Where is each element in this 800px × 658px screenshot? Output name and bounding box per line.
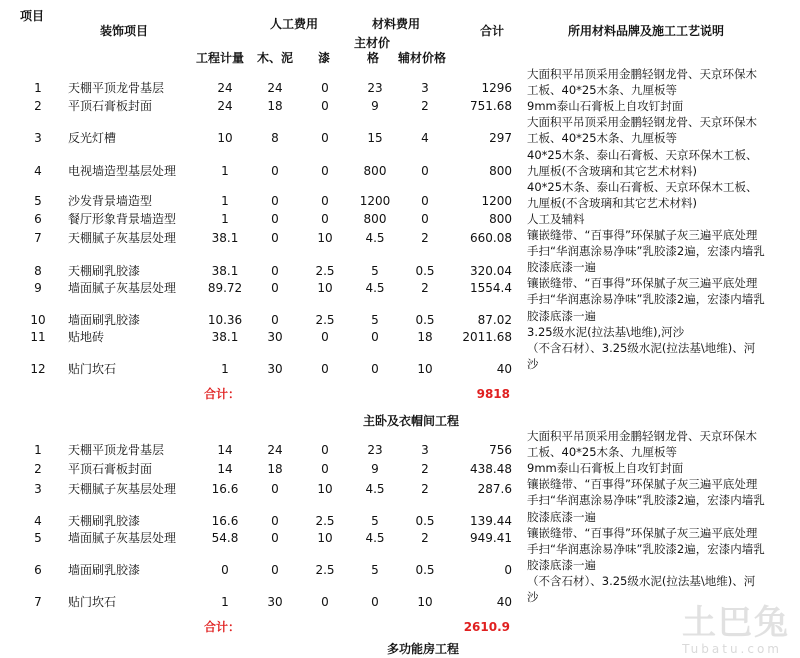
section1-note-line: 工板、40*25木条、九厘板等 <box>527 83 678 98</box>
section2-cell-paint: 10 <box>317 531 333 545</box>
section1-cell-qty: 24 <box>217 99 233 113</box>
header-qty: 工程计量 <box>196 51 245 65</box>
section2-cell-total: 139.44 <box>470 514 512 528</box>
section1-cell-no: 4 <box>34 164 42 178</box>
section1-cell-name: 贴地砖 <box>68 330 105 344</box>
section1-cell-main: 800 <box>363 212 387 226</box>
section1-cell-name: 平顶石膏板封面 <box>68 99 153 113</box>
section1-cell-no: 8 <box>34 264 42 278</box>
section2-cell-aux: 2 <box>421 531 429 545</box>
section1-cell-paint: 2.5 <box>315 264 335 278</box>
section2-cell-qty: 0 <box>221 563 229 577</box>
header-paint: 漆 <box>318 51 331 65</box>
section1-cell-name: 天棚平顶龙骨基层 <box>68 81 165 95</box>
section1-note-line: （不含石材）、3.25级水泥(拉法基\地维)、河 <box>527 340 756 355</box>
header-desc: 所用材料品牌及施工工艺说明 <box>568 24 725 38</box>
section2-cell-qty: 16.6 <box>211 514 239 528</box>
section1-cell-qty: 10 <box>217 131 233 145</box>
section2-cell-qty: 54.8 <box>211 531 239 545</box>
section1-cell-total: 800 <box>489 212 512 226</box>
section1-cell-main: 800 <box>363 164 387 178</box>
section2-total-value: 2610.9 <box>463 620 510 634</box>
section2-cell-wood: 18 <box>267 462 283 476</box>
section1-cell-wood: 0 <box>271 313 279 327</box>
section1-cell-paint: 0 <box>321 212 329 226</box>
section2-cell-aux: 2 <box>421 482 429 496</box>
header-material: 材料费用 <box>372 17 421 31</box>
section1-cell-wood: 8 <box>271 131 279 145</box>
section1-note-line: 九厘板(不含玻璃和其它艺术材料) <box>527 163 697 178</box>
section2-note-line: 胶漆底漆一遍 <box>527 509 596 524</box>
section1-cell-total: 87.02 <box>477 313 512 327</box>
section2-cell-name: 墙面腻子灰基层处理 <box>68 531 177 545</box>
section1-cell-paint: 0 <box>321 362 329 376</box>
section1-cell-name: 餐厅形象背景墙造型 <box>68 212 177 226</box>
section1-cell-name: 天棚刷乳胶漆 <box>68 264 141 278</box>
section1-cell-aux: 3 <box>421 81 429 95</box>
section1-cell-no: 3 <box>34 131 42 145</box>
section1-cell-total: 40 <box>496 362 512 376</box>
section2-cell-wood: 0 <box>271 563 279 577</box>
header-labor: 人工费用 <box>270 17 319 31</box>
section3-title: 多功能房工程 <box>387 642 460 656</box>
section2-total-label: 合计： <box>204 620 241 634</box>
header-wood-mud: 木、泥 <box>257 51 294 65</box>
section1-cell-paint: 10 <box>317 231 333 245</box>
section1-cell-aux: 18 <box>417 330 433 344</box>
section2-cell-main: 9 <box>371 462 379 476</box>
section1-cell-name: 天棚腻子灰基层处理 <box>68 231 177 245</box>
section1-cell-no: 12 <box>30 362 46 376</box>
section1-cell-name: 沙发背景墙造型 <box>68 194 153 208</box>
section2-cell-total: 40 <box>496 595 512 609</box>
section1-cell-qty: 1 <box>221 194 229 208</box>
header-item: 装饰项目 <box>100 24 149 38</box>
section1-cell-aux: 0 <box>421 212 429 226</box>
header-aux-mat: 辅材价格 <box>398 51 447 65</box>
section2-cell-total: 756 <box>489 443 512 457</box>
section2-cell-qty: 14 <box>217 443 233 457</box>
section1-cell-name: 墙面刷乳胶漆 <box>68 313 141 327</box>
section2-cell-main: 5 <box>371 563 379 577</box>
section1-note-line: 沙 <box>527 356 539 371</box>
section1-note-line: 9mm泰山石膏板上自攻钉封面 <box>527 99 684 114</box>
section1-cell-no: 7 <box>34 231 42 245</box>
section1-note-line: 40*25木条、泰山石膏板、天京环保木工板、 <box>527 147 758 162</box>
section1-cell-paint: 0 <box>321 81 329 95</box>
watermark-url: Tubatu.com <box>682 642 782 656</box>
section1-cell-paint: 0 <box>321 99 329 113</box>
section2-cell-qty: 14 <box>217 462 233 476</box>
section1-cell-name: 贴门坎石 <box>68 362 117 376</box>
section1-cell-qty: 1 <box>221 212 229 226</box>
section1-cell-main: 23 <box>367 81 383 95</box>
section2-cell-no: 7 <box>34 595 42 609</box>
section2-cell-paint: 2.5 <box>315 563 335 577</box>
section2-cell-total: 287.6 <box>477 482 512 496</box>
section1-cell-aux: 2 <box>421 99 429 113</box>
section1-cell-main: 9 <box>371 99 379 113</box>
section1-cell-name: 电视墙造型基层处理 <box>68 164 177 178</box>
section2-cell-no: 6 <box>34 563 42 577</box>
section2-note-line: 9mm泰山石膏板上自攻钉封面 <box>527 461 684 476</box>
section1-cell-qty: 24 <box>217 81 233 95</box>
section1-cell-main: 4.5 <box>365 281 385 295</box>
section1-note-line: 3.25级水泥(拉法基\地维),河沙 <box>527 324 685 339</box>
section2-note-line: 胶漆底漆一遍 <box>527 557 596 572</box>
section1-cell-main: 4.5 <box>365 231 385 245</box>
section2-note-line: 手扫“华润惠涂易净味”乳胶漆2遍，宏漆内墙乳 <box>527 541 765 556</box>
section1-cell-main: 15 <box>367 131 383 145</box>
section2-cell-name: 墙面刷乳胶漆 <box>68 563 141 577</box>
section1-cell-wood: 0 <box>271 264 279 278</box>
section2-cell-wood: 0 <box>271 482 279 496</box>
section1-cell-no: 6 <box>34 212 42 226</box>
section1-cell-aux: 0 <box>421 164 429 178</box>
section2-cell-main: 4.5 <box>365 482 385 496</box>
section1-note-line: 手扫“华润惠涂易净味”乳胶漆2遍，宏漆内墙乳 <box>527 292 765 307</box>
section1-cell-main: 1200 <box>359 194 391 208</box>
section1-cell-wood: 30 <box>267 362 283 376</box>
section1-cell-name: 墙面腻子灰基层处理 <box>68 281 177 295</box>
section1-cell-aux: 0 <box>421 194 429 208</box>
section1-cell-qty: 38.1 <box>211 231 239 245</box>
section2-cell-wood: 0 <box>271 531 279 545</box>
section1-cell-wood: 0 <box>271 194 279 208</box>
section2-cell-paint: 0 <box>321 462 329 476</box>
section2-cell-total: 949.41 <box>470 531 512 545</box>
header-item-no: 项目 <box>20 9 45 23</box>
section1-cell-wood: 30 <box>267 330 283 344</box>
section2-cell-paint: 0 <box>321 443 329 457</box>
section1-cell-main: 5 <box>371 313 379 327</box>
section2-cell-wood: 30 <box>267 595 283 609</box>
section2-note-line: 手扫“华润惠涂易净味”乳胶漆2遍，宏漆内墙乳 <box>527 493 765 508</box>
section1-note-line: 大面积平吊顶采用金鹏轻钢龙骨、天京环保木 <box>527 67 757 81</box>
section2-note-line: 沙 <box>527 590 539 604</box>
section2-cell-no: 5 <box>34 531 42 545</box>
section2-cell-main: 4.5 <box>365 531 385 545</box>
section1-cell-aux: 4 <box>421 131 429 145</box>
section1-cell-aux: 2 <box>421 281 429 295</box>
header-main-mat-2: 格 <box>367 51 380 65</box>
section1-cell-qty: 10.36 <box>207 313 243 327</box>
section1-cell-qty: 38.1 <box>211 264 239 278</box>
section1-cell-no: 2 <box>34 99 42 113</box>
section1-cell-wood: 24 <box>267 81 283 95</box>
section1-cell-main: 0 <box>371 330 379 344</box>
section2-cell-aux: 3 <box>421 443 429 457</box>
section1-cell-paint: 2.5 <box>315 313 335 327</box>
section1-cell-total: 2011.68 <box>462 330 512 344</box>
section2-cell-main: 23 <box>367 443 383 457</box>
section1-cell-aux: 10 <box>417 362 433 376</box>
section2-cell-total: 0 <box>504 563 512 577</box>
watermark-logo: 土巴兔 <box>682 603 790 643</box>
section1-cell-no: 9 <box>34 281 42 295</box>
section1-cell-total: 751.68 <box>470 99 512 113</box>
section2-cell-name: 平顶石膏板封面 <box>68 462 153 476</box>
section2-cell-main: 5 <box>371 514 379 528</box>
section2-cell-aux: 10 <box>417 595 433 609</box>
section2-cell-paint: 2.5 <box>315 514 335 528</box>
section2-cell-wood: 0 <box>271 514 279 528</box>
section1-note-line: 九厘板(不含玻璃和其它艺术材料) <box>527 195 697 210</box>
section2-cell-name: 贴门坎石 <box>68 595 117 609</box>
section1-cell-qty: 38.1 <box>211 330 239 344</box>
section2-cell-qty: 1 <box>221 595 229 609</box>
section2-note-line: 大面积平吊顶采用金鹏轻钢龙骨、天京环保木 <box>527 429 757 443</box>
section1-cell-total: 1296 <box>481 81 512 95</box>
section1-cell-main: 5 <box>371 264 379 278</box>
section2-cell-no: 4 <box>34 514 42 528</box>
section2-note-line: 工板、40*25木条、九厘板等 <box>527 445 678 460</box>
section1-cell-total: 1200 <box>481 194 512 208</box>
section1-cell-paint: 0 <box>321 131 329 145</box>
section1-note-line: 胶漆底漆一遍 <box>527 260 596 275</box>
section2-cell-wood: 24 <box>267 443 283 457</box>
section1-cell-qty: 1 <box>221 164 229 178</box>
section1-cell-paint: 0 <box>321 330 329 344</box>
section1-cell-total: 660.08 <box>470 231 512 245</box>
section2-note-line: 镶嵌缝带、“百事得”环保腻子灰三遍平底处理 <box>527 525 758 540</box>
section1-cell-wood: 18 <box>267 99 283 113</box>
section1-cell-no: 5 <box>34 194 42 208</box>
section1-cell-total: 297 <box>489 131 512 145</box>
section2-cell-name: 天棚腻子灰基层处理 <box>68 482 177 496</box>
section1-cell-no: 1 <box>34 81 42 95</box>
section1-cell-paint: 0 <box>321 194 329 208</box>
section1-note-line: 大面积平吊顶采用金鹏轻钢龙骨、天京环保木 <box>527 115 757 130</box>
section2-cell-qty: 16.6 <box>211 482 239 496</box>
section2-cell-name: 天棚平顶龙骨基层 <box>68 443 165 457</box>
section1-note-line: 40*25木条、泰山石膏板、天京环保木工板、 <box>527 179 758 194</box>
section2-cell-name: 天棚刷乳胶漆 <box>68 514 141 528</box>
section1-cell-no: 10 <box>30 313 46 327</box>
section1-cell-main: 0 <box>371 362 379 376</box>
section1-cell-wood: 0 <box>271 231 279 245</box>
section1-cell-total: 1554.4 <box>470 281 512 295</box>
section1-cell-wood: 0 <box>271 212 279 226</box>
section1-total-label: 合计： <box>204 387 241 401</box>
section1-cell-no: 11 <box>30 330 46 344</box>
section1-cell-aux: 0.5 <box>415 313 435 327</box>
section2-note-line: （不含石材）、3.25级水泥(拉法基\地维)、河 <box>527 573 756 588</box>
section1-note-line: 工板、40*25木条、九厘板等 <box>527 131 678 146</box>
section1-note-line: 人工及辅料 <box>527 211 585 226</box>
section2-cell-aux: 2 <box>421 462 429 476</box>
section1-cell-name: 反光灯槽 <box>68 131 117 145</box>
section1-cell-total: 320.04 <box>470 264 512 278</box>
section1-note-line: 手扫“华润惠涂易净味”乳胶漆2遍，宏漆内墙乳 <box>527 244 765 259</box>
section2-cell-no: 2 <box>34 462 42 476</box>
section2-cell-aux: 0.5 <box>415 563 435 577</box>
section1-cell-aux: 2 <box>421 231 429 245</box>
section2-cell-total: 438.48 <box>470 462 512 476</box>
section1-cell-paint: 0 <box>321 164 329 178</box>
section1-cell-aux: 0.5 <box>415 264 435 278</box>
section2-cell-aux: 0.5 <box>415 514 435 528</box>
section2-cell-paint: 10 <box>317 482 333 496</box>
section1-cell-wood: 0 <box>271 281 279 295</box>
section1-total-value: 9818 <box>476 387 510 401</box>
section1-cell-qty: 89.72 <box>207 281 243 295</box>
section1-cell-paint: 10 <box>317 281 333 295</box>
section1-note-line: 镶嵌缝带、“百事得”环保腻子灰三遍平底处理 <box>527 228 758 242</box>
section1-cell-wood: 0 <box>271 164 279 178</box>
section2-cell-main: 0 <box>371 595 379 609</box>
section1-note-line: 胶漆底漆一遍 <box>527 308 596 323</box>
section1-note-line: 镶嵌缝带、“百事得”环保腻子灰三遍平底处理 <box>527 276 758 291</box>
header-total: 合计 <box>480 24 505 38</box>
header-main-mat: 主材价 <box>354 36 391 50</box>
section2-cell-paint: 0 <box>321 595 329 609</box>
section1-cell-qty: 1 <box>221 362 229 376</box>
section2-note-line: 镶嵌缝带、“百事得”环保腻子灰三遍平底处理 <box>527 477 758 492</box>
section2-cell-no: 1 <box>34 443 42 457</box>
section2-title: 主卧及衣帽间工程 <box>363 414 460 428</box>
section1-cell-total: 800 <box>489 164 512 178</box>
section2-cell-no: 3 <box>34 482 42 496</box>
